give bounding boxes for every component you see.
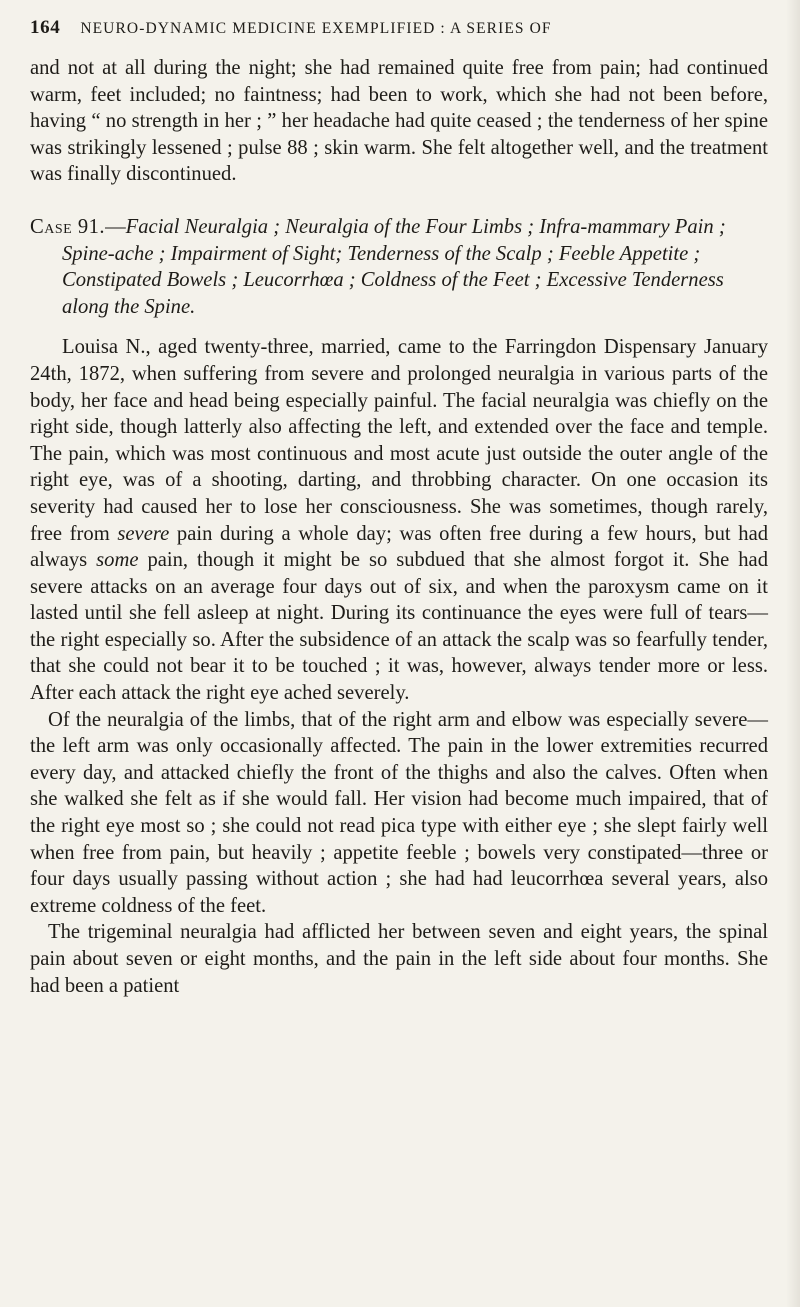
page-number: 164 bbox=[30, 17, 61, 38]
running-title: NEURO-DYNAMIC MEDICINE EXEMPLIFIED : A SERIES OF bbox=[80, 20, 552, 37]
page-edge-shadow bbox=[786, 0, 800, 1307]
paragraph-text: Louisa N., aged twenty-three, married, came to the Farringdon Dispensary January 24th, 1872, when suffering from severe and prolonged neuralgia in various parts of the body, her face and head being especially painful. The facial neuralgia was chiefly on the right side, though latterly also affecting the left, and extended over the face and temple. The pain, which was most continuous and most acute just outside the outer angle of the right eye, was of a shooting, darting, and throbbing character. On one occasion its severity had caused her to lose her consciousness. She was sometimes, though rarely, free from bbox=[30, 336, 768, 545]
case-heading bbox=[30, 214, 768, 320]
body-text bbox=[30, 55, 768, 999]
paragraph-case-history bbox=[30, 334, 768, 706]
case-dash: — bbox=[105, 215, 126, 238]
paragraph-trigeminal: The trigeminal neuralgia had afflicted her between seven and eight years, the spinal pain about seven or eight months, and the pain in the left side about four months. She had been a patient bbox=[30, 921, 768, 997]
case-label: Case 91. bbox=[30, 215, 106, 238]
emphasis-some: some bbox=[96, 549, 139, 572]
case-title: Facial Neuralgia ; Neuralgia of the Four Limbs ; Infra-mammary Pain ; Spine-ache ; Impairment of Sight; Tenderness of the Scalp ; Feeble Appetite ; Constipated Bowels ; Leucorrhœa ; Coldness of the Feet ; Excessive Tenderness along the Spine. bbox=[62, 215, 726, 318]
paragraph-text: pain during a whole day; was often free during a few hours, but had always bbox=[30, 522, 769, 572]
paragraph-continuation: and not at all during the night; she had remained quite free from pain; had continued warm, feet included; no faintness; had been to work, which she had not been before, having “ no strength in her ; ” her headache had quite ceased ; the tenderness of her spine was strikingly lessened ; pulse 88 ; skin warm. She felt altogether well, and the treatment was finally discontinued. bbox=[30, 57, 768, 186]
running-head bbox=[30, 17, 790, 45]
emphasis-severe: severe bbox=[117, 522, 170, 545]
paragraph-limbs: Of the neuralgia of the limbs, that of the right arm and elbow was especially severe—the left arm was only occasionally affected. The pain in the lower extremities recurred every day, and attacked chiefly the front of the thighs and also the calves. Often when she walked she felt as if she would fall. Her vision had become much impaired, that of the right eye most so ; she could not read pica type with either eye ; she slept fairly well when free from pain, but heavily ; appetite feeble ; bowels very constipated—three or four days usually passing without action ; she had had leucorrhœa several years, also extreme coldness of the feet. bbox=[30, 708, 768, 917]
paragraph-text: pain, though it might be so subdued that she almost forgot it. She had severe attacks on an average four days out of six, and when the paroxysm came on it lasted until she fell asleep at night. During its continuance the eyes were full of tears—the right especially so. After the subsidence of an attack the scalp was so fearfully tender, that she could not bear it to be touched ; it was, however, always tender more or less. After each attack the right eye ached severely. bbox=[30, 549, 768, 705]
